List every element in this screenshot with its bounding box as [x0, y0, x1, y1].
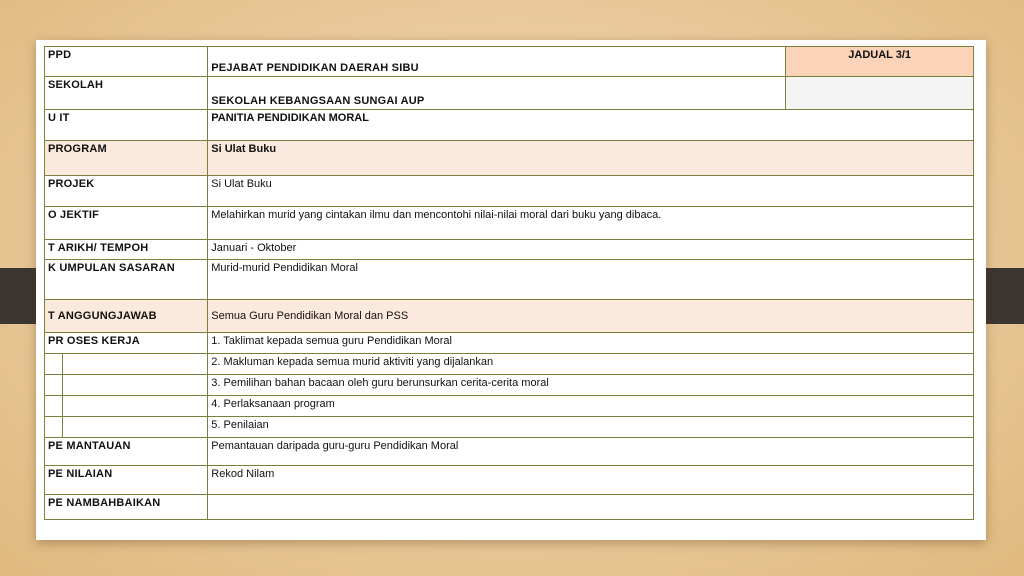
row-objektif [45, 207, 974, 240]
proses-step: 5. Penilaian [208, 417, 974, 438]
empty-cell [63, 396, 208, 417]
value-objektif: Melahirkan murid yang cintakan ilmu dan mencontohi nilai-nilai moral dari buku yang dibaca. [208, 207, 974, 240]
document-card [36, 40, 986, 540]
empty-cell [63, 354, 208, 375]
row-proses-4 [45, 396, 974, 417]
value-projek: Si Ulat Buku [208, 176, 974, 207]
row-kumpulan [45, 260, 974, 300]
row-penambahbaikan [45, 495, 974, 520]
row-projek [45, 176, 974, 207]
label-unit: U IT [45, 110, 208, 141]
label-tanggungjawab: T ANGGUNGJAWAB [45, 300, 208, 333]
row-proses-1 [45, 333, 974, 354]
empty-cell [63, 417, 208, 438]
row-program [45, 141, 974, 176]
value-tanggungjawab: Semua Guru Pendidikan Moral dan PSS [208, 300, 974, 333]
program-table [44, 46, 974, 520]
value-program: Si Ulat Buku [208, 141, 974, 176]
value-sekolah: SEKOLAH KEBANGSAAN SUNGAI AUP [208, 77, 786, 110]
label-projek: PROJEK [45, 176, 208, 207]
value-ppd: PEJABAT PENDIDIKAN DAERAH SIBU [208, 47, 786, 77]
label-program: PROGRAM [45, 141, 208, 176]
value-unit: PANITIA PENDIDIKAN MORAL [208, 110, 974, 141]
label-proses: PR OSES KERJA [45, 333, 208, 354]
value-penambahbaikan [208, 495, 974, 520]
label-ppd: PPD [45, 47, 208, 77]
label-pemantauan: PE MANTAUAN [45, 438, 208, 466]
proses-step: 1. Taklimat kepada semua guru Pendidikan Moral [208, 333, 974, 354]
label-objektif: O JEKTIF [45, 207, 208, 240]
row-ppd [45, 47, 974, 77]
empty-cell [45, 417, 63, 438]
value-penilaian: Rekod Nilam [208, 466, 974, 495]
value-pemantauan: Pemantauan daripada guru-guru Pendidikan Moral [208, 438, 974, 466]
empty-cell [45, 396, 63, 417]
row-proses-3 [45, 375, 974, 396]
row-penilaian [45, 466, 974, 495]
label-kumpulan: K UMPULAN SASARAN [45, 260, 208, 300]
row-proses-5 [45, 417, 974, 438]
proses-step: 2. Makluman kepada semua murid aktiviti yang dijalankan [208, 354, 974, 375]
empty-cell [63, 375, 208, 396]
label-penilaian: PE NILAIAN [45, 466, 208, 495]
proses-step: 4. Perlaksanaan program [208, 396, 974, 417]
row-proses-2 [45, 354, 974, 375]
label-penambahbaikan: PE NAMBAHBAIKAN [45, 495, 208, 520]
empty-cell [786, 77, 974, 110]
label-tarikh: T ARIKH/ TEMPOH [45, 240, 208, 260]
label-sekolah: SEKOLAH [45, 77, 208, 110]
row-sekolah [45, 77, 974, 110]
empty-cell [45, 375, 63, 396]
value-kumpulan: Murid-murid Pendidikan Moral [208, 260, 974, 300]
right-decor-band [980, 268, 1024, 324]
value-tarikh: Januari - Oktober [208, 240, 974, 260]
row-tarikh [45, 240, 974, 260]
empty-cell [45, 354, 63, 375]
row-pemantauan [45, 438, 974, 466]
proses-step: 3. Pemilihan bahan bacaan oleh guru berunsurkan cerita-cerita moral [208, 375, 974, 396]
jadual-badge: JADUAL 3/1 [786, 47, 974, 77]
row-tanggungjawab [45, 300, 974, 333]
row-unit [45, 110, 974, 141]
